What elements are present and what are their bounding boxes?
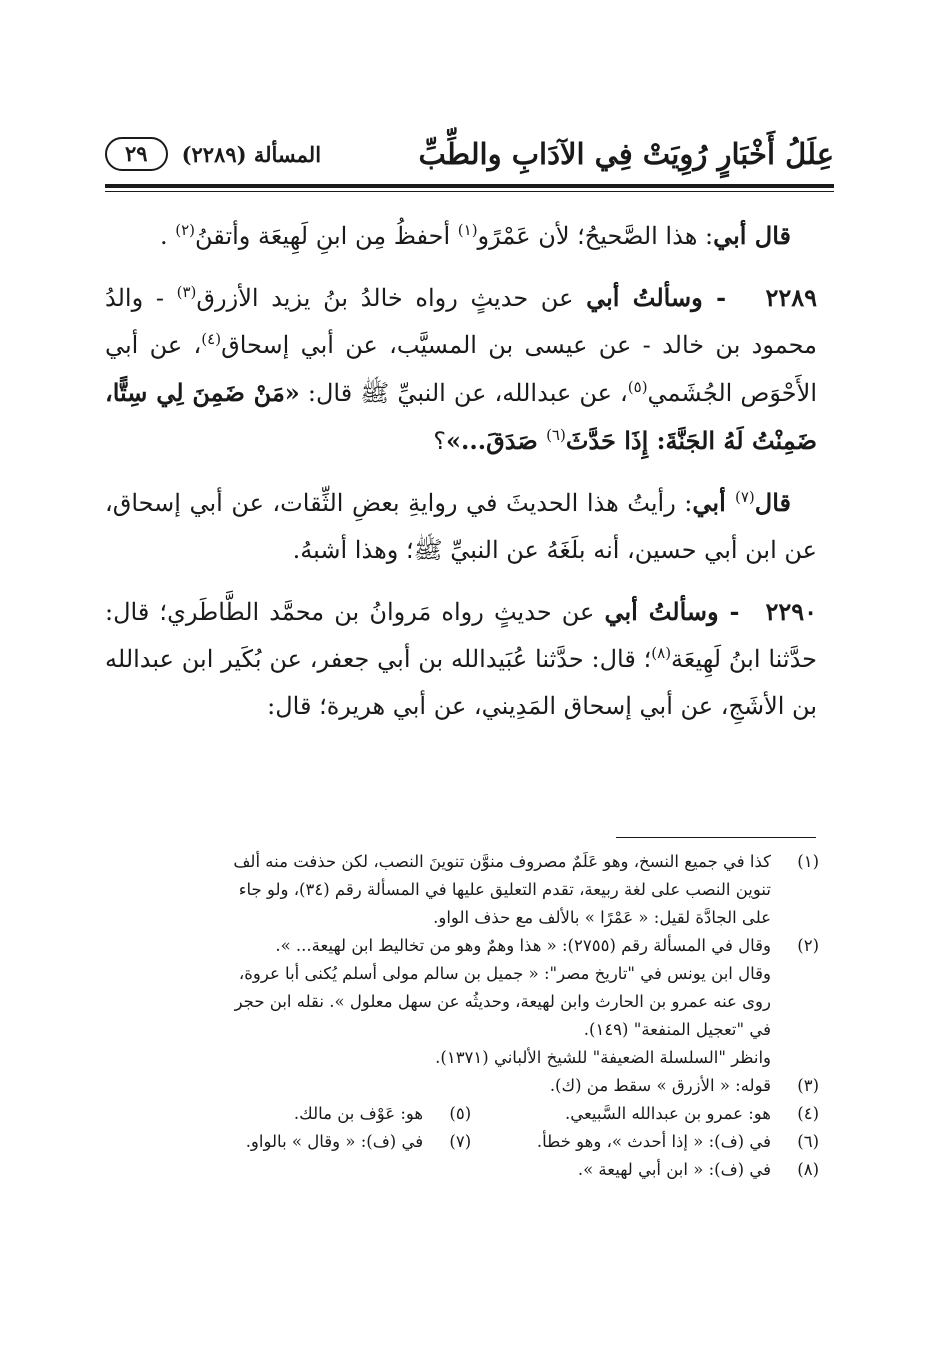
- footnote-1: [105, 848, 819, 932]
- page-number: ٢٩: [105, 137, 168, 171]
- footnote-number: (٦): [797, 1132, 819, 1151]
- footnote-ref[interactable]: (١): [457, 221, 478, 239]
- footnote-ref[interactable]: (٢): [175, 221, 196, 239]
- footnote-number: (٥): [449, 1104, 472, 1123]
- header-right: [105, 137, 321, 171]
- text: ؟: [433, 427, 447, 455]
- paragraph-2289: [105, 274, 817, 465]
- footnote-line: في (ف): « إذا أحدث »، وهو خطأ.: [536, 1132, 771, 1151]
- footnote-ref[interactable]: (٤): [201, 330, 222, 348]
- footnote-line: وقال في المسألة رقم (٢٧٥٥): « هذا وهمٌ وهو من تخاليط ابن لهيعة... ».: [275, 936, 771, 955]
- footnote-number: (٧): [449, 1132, 472, 1151]
- footnote-line: في (ف): « ابن أبي لهيعة ».: [577, 1160, 771, 1179]
- entry-number: ٢٢٩٠-: [718, 597, 817, 626]
- text: : هذا الصَّحيحُ؛ لأن عَمْرًو: [477, 222, 714, 250]
- footnote-ref[interactable]: (٣): [176, 283, 197, 301]
- footnote-number: (٨): [797, 1160, 819, 1179]
- footnote-line: في "تعجيل المنفعة" (١٤٩).: [583, 1020, 771, 1039]
- footnote-line: كذا في جميع النسخ، وهو عَلَمٌ مصروف منوَّن تنوينَ النصب، لكن حذفت منه ألف: [233, 852, 771, 871]
- hadith-quote: صَدَقَ...»: [446, 426, 547, 455]
- footnote-line: هو: عَوْف بن مالك.: [293, 1104, 424, 1123]
- paragraph-answer: [105, 479, 817, 574]
- hadith-quote: «مَنْ ضَمِنَ لِي سِتًّا، ضَمِنْتُ لَهُ الجَنَّةَ: إِذَا حَدَّثَ: [105, 378, 817, 455]
- main-text: [105, 212, 817, 744]
- footnote-line: على الجادَّة لقيل: « عَمْرًا » بالألف مع حذف الواو.: [433, 908, 771, 927]
- footnote-ref[interactable]: (٥): [627, 378, 648, 396]
- text: - والدُ محمود بن خالد - عن عيسى بن المسيَّب، عن أبي إسحاق: [105, 284, 817, 359]
- running-header: [105, 128, 834, 180]
- footnote-5: [123, 1100, 471, 1128]
- footnote-row-6-7: [105, 1128, 819, 1156]
- text: .: [159, 222, 176, 250]
- speaker: أبي: [692, 488, 735, 517]
- footnote-ref[interactable]: (٧): [734, 488, 755, 506]
- text: ، عن عبدالله، عن النبيِّ ﷺ قال:: [299, 379, 628, 407]
- footnote-3: [105, 1072, 819, 1100]
- footnotes: [105, 848, 819, 1184]
- text: ، عن أبي الأَحْوَص الجُشَمي: [105, 331, 817, 407]
- footnote-line: وقال ابن يونس في "تاريخ مصر": « جميل بن سالم مولى أسلم يُكنى أبا عروة،: [238, 964, 771, 983]
- footnote-number: (٢): [797, 936, 819, 955]
- header-rule-thick: [105, 184, 834, 188]
- footnote-separator: [616, 837, 816, 838]
- footnote-2: [105, 932, 819, 1072]
- paragraph-1: [105, 212, 817, 260]
- footnote-ref[interactable]: (٦): [546, 426, 566, 444]
- footnote-row-4-5: [105, 1100, 819, 1128]
- footnote-line: وانظر "السلسلة الضعيفة" للشيخ الألباني (١٣٧١).: [435, 1048, 771, 1067]
- header-title: عِلَلُ أَخْبَارٍ رُوِيَتْ فِي الآدَابِ والطِّبِّ: [418, 137, 834, 171]
- text: عن حديثٍ رواه مَروانُ بن محمَّد الطَّاطَري؛ قال: حدَّثنا ابنُ لَهِيعَة: [105, 598, 818, 673]
- text: عن حديثٍ رواه خالدُ بنُ يزيد الأزرق: [196, 284, 587, 312]
- entry-number: ٢٢٨٩ -: [702, 283, 817, 312]
- text: : رأيتُ هذا الحديثَ في روايةِ بعضِ الثِّقات، عن أبي إسحاق، عن ابن أبي حسين، أنه بلَغَهُ عن النبيِّ ﷺ؛ وهذا أشبهُ.: [105, 489, 817, 564]
- footnote-ref[interactable]: (٨): [651, 644, 672, 662]
- entry-lead: وسألتُ أبي: [586, 283, 703, 312]
- footnote-8: [105, 1156, 819, 1184]
- footnote-number: (٤): [797, 1104, 819, 1123]
- paragraph-2290: [105, 588, 817, 730]
- footnote-line: قوله: « الأزرق » سقط من (ك).: [549, 1076, 771, 1095]
- speaker: قال: [754, 488, 791, 517]
- header-issue: المسألة (٢٢٨٩): [181, 141, 322, 167]
- footnote-line: تنوين النصب على لغة ربيعة، تقدم التعليق عليها في المسألة رقم (٣٤)، ولو جاء: [238, 880, 771, 899]
- header-rule-thin: [105, 191, 834, 192]
- footnote-6: [471, 1128, 819, 1156]
- text: أحفظُ مِن ابنِ لَهِيعَة وأتقنُ: [195, 222, 458, 250]
- footnote-number: (١): [797, 852, 819, 871]
- footnote-line: في (ف): « وقال » بالواو.: [245, 1132, 424, 1151]
- text: ؛ قال: حدَّثنا عُبَيدالله بن أبي جعفر، عن بُكَير ابن عبدالله بن الأشَجِ، عن أبي إسحاق المَدِيني، عن أبي هريرة؛ قال:: [105, 645, 817, 720]
- footnote-7: [123, 1128, 471, 1156]
- footnote-number: (٣): [797, 1076, 819, 1095]
- speaker: قال أبي: [713, 221, 791, 250]
- footnote-line: روى عنه عمرو بن الحارث وابن لهيعة، وحديثُه عن سهل معلول ». نقله ابن حجر: [234, 992, 771, 1011]
- entry-lead: وسألتُ أبي: [604, 597, 719, 626]
- footnote-4: [471, 1100, 819, 1128]
- footnote-line: هو: عمرو بن عبدالله السَّبيعي.: [564, 1104, 771, 1123]
